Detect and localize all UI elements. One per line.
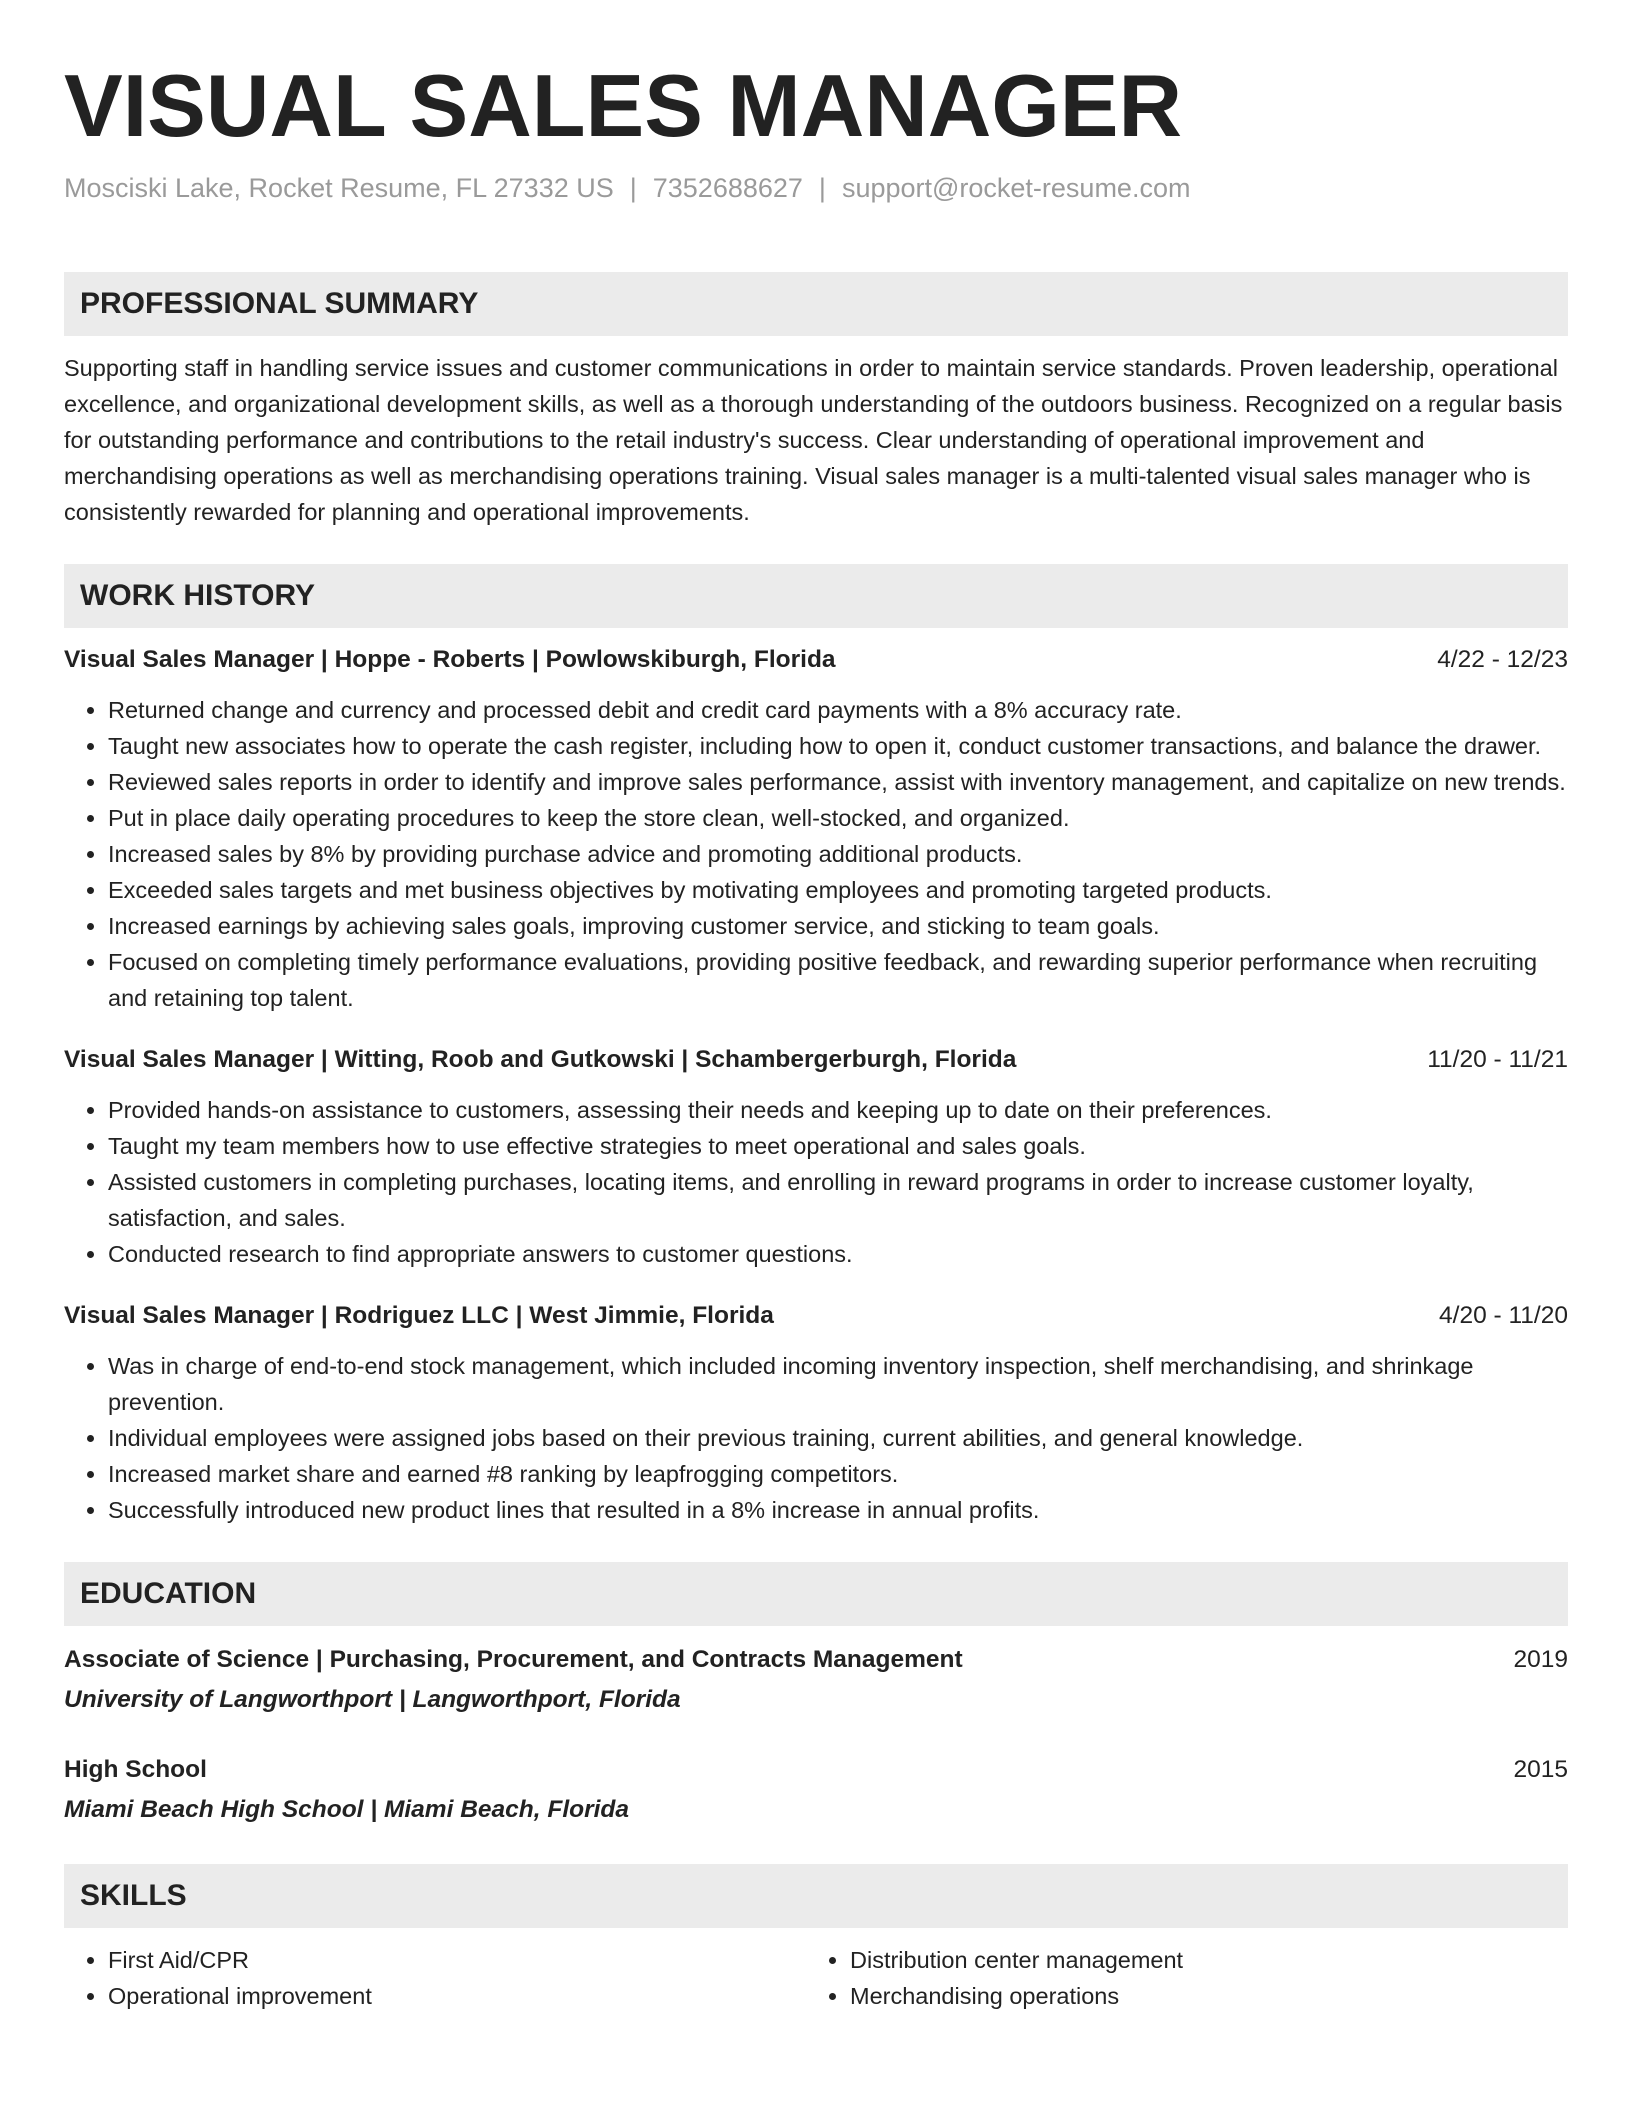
job-bullet: • Returned change and currency and processed debit and credit card payments with a 8% accuracy rate.: [108, 692, 1568, 728]
resume-name: VISUAL SALES MANAGER: [64, 56, 1183, 155]
job-title: Visual Sales Manager | Rodriguez LLC | West Jimmie, Florida: [64, 1302, 774, 1329]
job-bullets: [64, 692, 1568, 1016]
skill-item: • Merchandising operations: [850, 1978, 1548, 2014]
education-year: 2015: [1513, 1756, 1568, 1783]
job-bullet: • Assisted customers in completing purchases, locating items, and enrolling in reward programs in order to increase customer loyalty, satisfaction, and sales.: [108, 1164, 1568, 1236]
skill-item: • Distribution center management: [850, 1942, 1548, 1978]
job-bullet: • Individual employees were assigned jobs based on their previous training, current abilities, and general knowledge.: [108, 1420, 1568, 1456]
contact-separator: |: [629, 173, 637, 203]
job-bullet: • Taught my team members how to use effective strategies to meet operational and sales goals.: [108, 1128, 1568, 1164]
education-school: University of Langworthport | Langworthport, Florida: [64, 1686, 681, 1713]
job-title: Visual Sales Manager | Witting, Roob and Gutkowski | Schambergerburgh, Florida: [64, 1046, 1017, 1073]
job-bullets: [64, 1092, 1568, 1272]
skills-column-left: [64, 1942, 806, 2014]
education-degree: Associate of Science | Purchasing, Procurement, and Contracts Management: [64, 1646, 963, 1673]
contact-separator: |: [818, 173, 826, 203]
job-bullet: • Was in charge of end-to-end stock management, which included incoming inventory inspection, shelf merchandising, and shrinkage prevention.: [108, 1348, 1568, 1420]
education-entry: [64, 1750, 1568, 1830]
education-header: [64, 1750, 1568, 1790]
job-bullet: • Provided hands-on assistance to customers, assessing their needs and keeping up to date on their preferences.: [108, 1092, 1568, 1128]
skills-heading: SKILLS: [64, 1864, 1568, 1928]
job-dates: 4/20 - 11/20: [1439, 1302, 1568, 1329]
skill-item: • Operational improvement: [108, 1978, 806, 2014]
job-header: [64, 642, 1568, 678]
skills-list: [64, 1942, 1568, 2014]
job-bullet: • Increased sales by 8% by providing purchase advice and promoting additional products.: [108, 836, 1568, 872]
job-bullet: • Successfully introduced new product lines that resulted in a 8% increase in annual profits.: [108, 1492, 1568, 1528]
summary-heading: PROFESSIONAL SUMMARY: [64, 272, 1568, 336]
job-bullet: • Reviewed sales reports in order to identify and improve sales performance, assist with inventory management, and capitalize on new trends.: [108, 764, 1568, 800]
education-year: 2019: [1513, 1646, 1568, 1673]
job-bullet: • Exceeded sales targets and met business objectives by motivating employees and promoting targeted products.: [108, 872, 1568, 908]
job-header: [64, 1298, 1568, 1334]
job-bullet: • Taught new associates how to operate the cash register, including how to open it, conduct customer transactions, and balance the drawer.: [108, 728, 1568, 764]
work-history-heading: WORK HISTORY: [64, 564, 1568, 628]
education-school: Miami Beach High School | Miami Beach, Florida: [64, 1796, 630, 1823]
job-dates: 11/20 - 11/21: [1427, 1046, 1568, 1073]
contact-email: support@rocket-resume.com: [841, 173, 1191, 203]
job-header: [64, 1042, 1568, 1078]
job-bullets: [64, 1348, 1568, 1528]
education-entry: [64, 1640, 1568, 1720]
job-bullet: • Increased market share and earned #8 ranking by leapfrogging competitors.: [108, 1456, 1568, 1492]
education-heading: EDUCATION: [64, 1562, 1568, 1626]
skills-column-right: [806, 1942, 1548, 2014]
job-bullet: • Conducted research to find appropriate answers to customer questions.: [108, 1236, 1568, 1272]
job-entry: [64, 1298, 1568, 1528]
job-bullet: • Focused on completing timely performance evaluations, providing positive feedback, and rewarding superior performance when recruiting and retaining top talent.: [108, 944, 1568, 1016]
job-title: Visual Sales Manager | Hoppe - Roberts | Powlowskiburgh, Florida: [64, 646, 836, 673]
contact-phone: 7352688627: [652, 173, 803, 203]
job-bullet: • Increased earnings by achieving sales goals, improving customer service, and sticking to team goals.: [108, 908, 1568, 944]
contact-address: Mosciski Lake, Rocket Resume, FL 27332 US: [64, 173, 614, 203]
education-header: [64, 1640, 1568, 1680]
job-entry: [64, 642, 1568, 1016]
job-entry: [64, 1042, 1568, 1272]
job-bullet: • Put in place daily operating procedures to keep the store clean, well-stocked, and organized.: [108, 800, 1568, 836]
skill-item: • First Aid/CPR: [108, 1942, 806, 1978]
resume-page: [64, 0, 1568, 2014]
summary-text: Supporting staff in handling service issues and customer communications in order to maintain service standards. Proven leadership, operational excellence, and organizational development skills, as well as a thorough understanding of the outdoors business. Recognized on a regular basis for outstanding performance and contributions to the retail industry's success. Clear understanding of operational improvement and merchandising operations as well as merchandising operations training. Visual sales manager is a multi-talented visual sales manager who is consistently rewarded for planning and operational improvements.: [64, 355, 1563, 525]
education-degree: High School: [64, 1756, 207, 1783]
contact-line: [64, 170, 1568, 206]
job-dates: 4/22 - 12/23: [1437, 646, 1568, 673]
